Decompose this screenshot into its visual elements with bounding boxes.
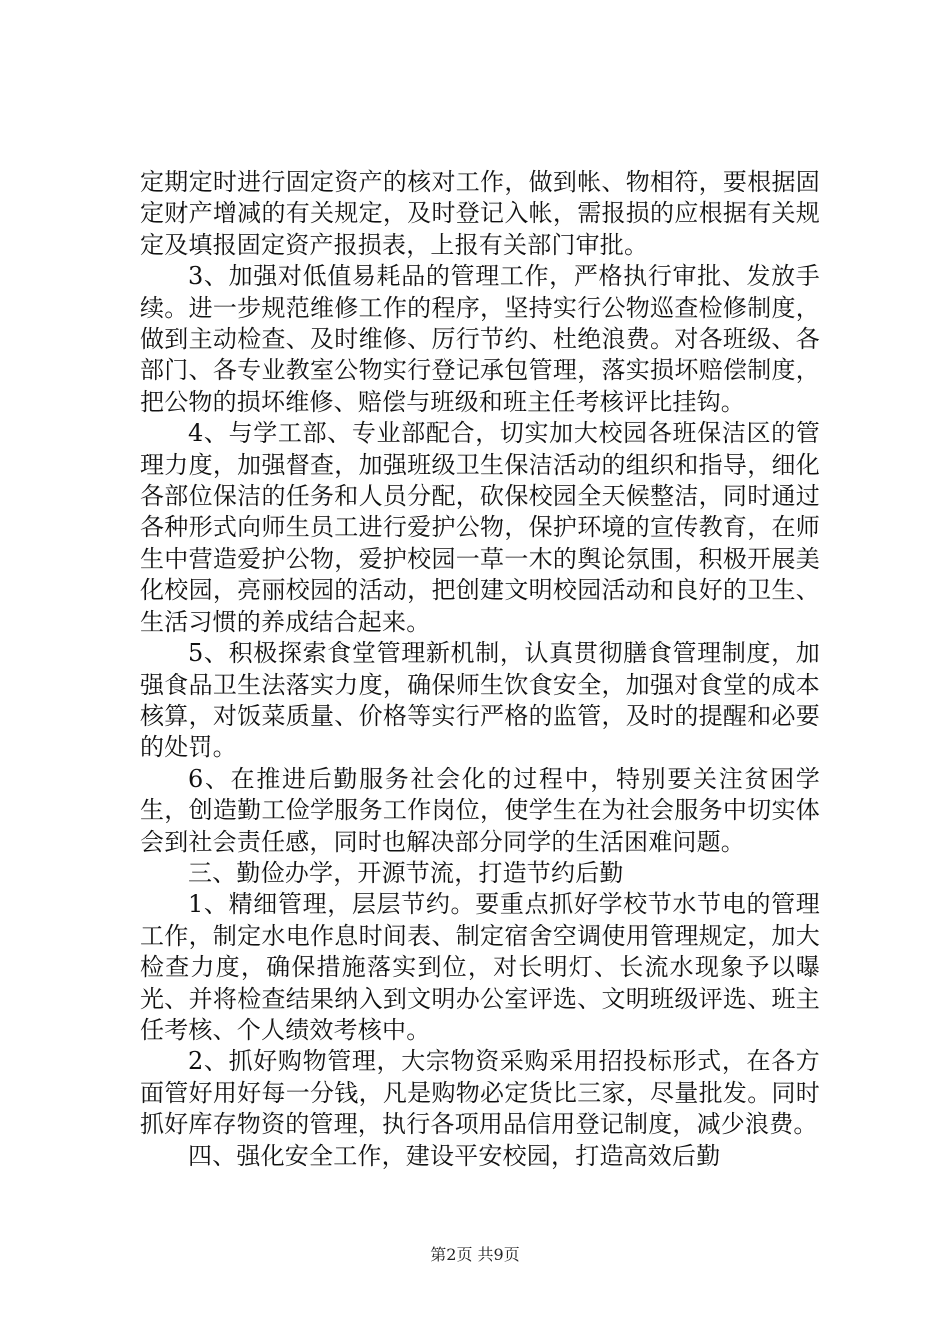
page-footer: 第2页 共9页 [430,1245,520,1264]
paragraph-item-5: 5、积极探索食堂管理新机制，认真贯彻膳食管理制度，加强食品卫生法落实力度，确保师生饮食安全，加强对食堂的成本核算，对饭菜质量、价格等实行严格的监管，及时的提醒和必要的处罚。 [140,639,820,762]
section-heading-4: 四、强化安全工作，建设平安校园，打造高效后勤 [188,1141,721,1170]
paragraph-item-4: 4、与学工部、专业部配合，切实加大校园各班保洁区的管理力度，加强督查，加强班级卫生保洁活动的组织和指导，细化各部位保洁的任务和人员分配，砍保校园全天候整洁，同时通过各种形式向师生员工进行爱护公物，保护环境的宣传教育，在师生中营造爱护公物，爱护校园一草一木的舆论氛围，积极开展美化校园，亮丽校园的活动，把创建文明校园活动和良好的卫生、生活习惯的养成结合起来。 [140,419,820,636]
section-heading-3: 三、勤俭办学，开源节流，打造节约后勤 [188,858,624,887]
paragraph-item-3: 3、加强对低值易耗品的管理工作，严格执行审批、发放手续。进一步规范维修工作的程序，坚持实行公物巡查检修制度，做到主动检查、及时维修、厉行节约、杜绝浪费。对各班级、各部门、各专业教室公物实行登记承包管理，落实损坏赔偿制度，把公物的损坏维修、赔偿与班级和班主任考核评比挂钩。 [140,262,820,416]
paragraph-item-6: 6、在推进后勤服务社会化的过程中，特别要关注贫困学生，创造勤工俭学服务工作岗位，使学生在为社会服务中切实体会到社会责任感，同时也解决部分同学的生活困难问题。 [140,764,820,856]
paragraph-continuation: 定期定时进行固定资产的核对工作，做到帐、物相符，要根据固定财产增减的有关规定，及时登记入帐，需报损的应根据有关规定及填报固定资产报损表，上报有关部门审批。 [140,168,820,259]
paragraph-item-1: 1、精细管理，层层节约。要重点抓好学校节水节电的管理工作，制定水电作息时间表、制定宿舍空调使用管理规定，加大检查力度，确保措施落实到位，对长明灯、长流水现象予以曝光、并将检查结果纳入到文明办公室评选、文明班级评选、班主任考核、个人绩效考核中。 [140,890,820,1044]
document-body [140,167,820,1172]
paragraph-item-2: 2、抓好购物管理，大宗物资采购采用招投标形式，在各方面管好用好每一分钱，凡是购物必定货比三家，尽量批发。同时抓好库存物资的管理，执行各项用品信用登记制度，减少浪费。 [140,1047,820,1139]
